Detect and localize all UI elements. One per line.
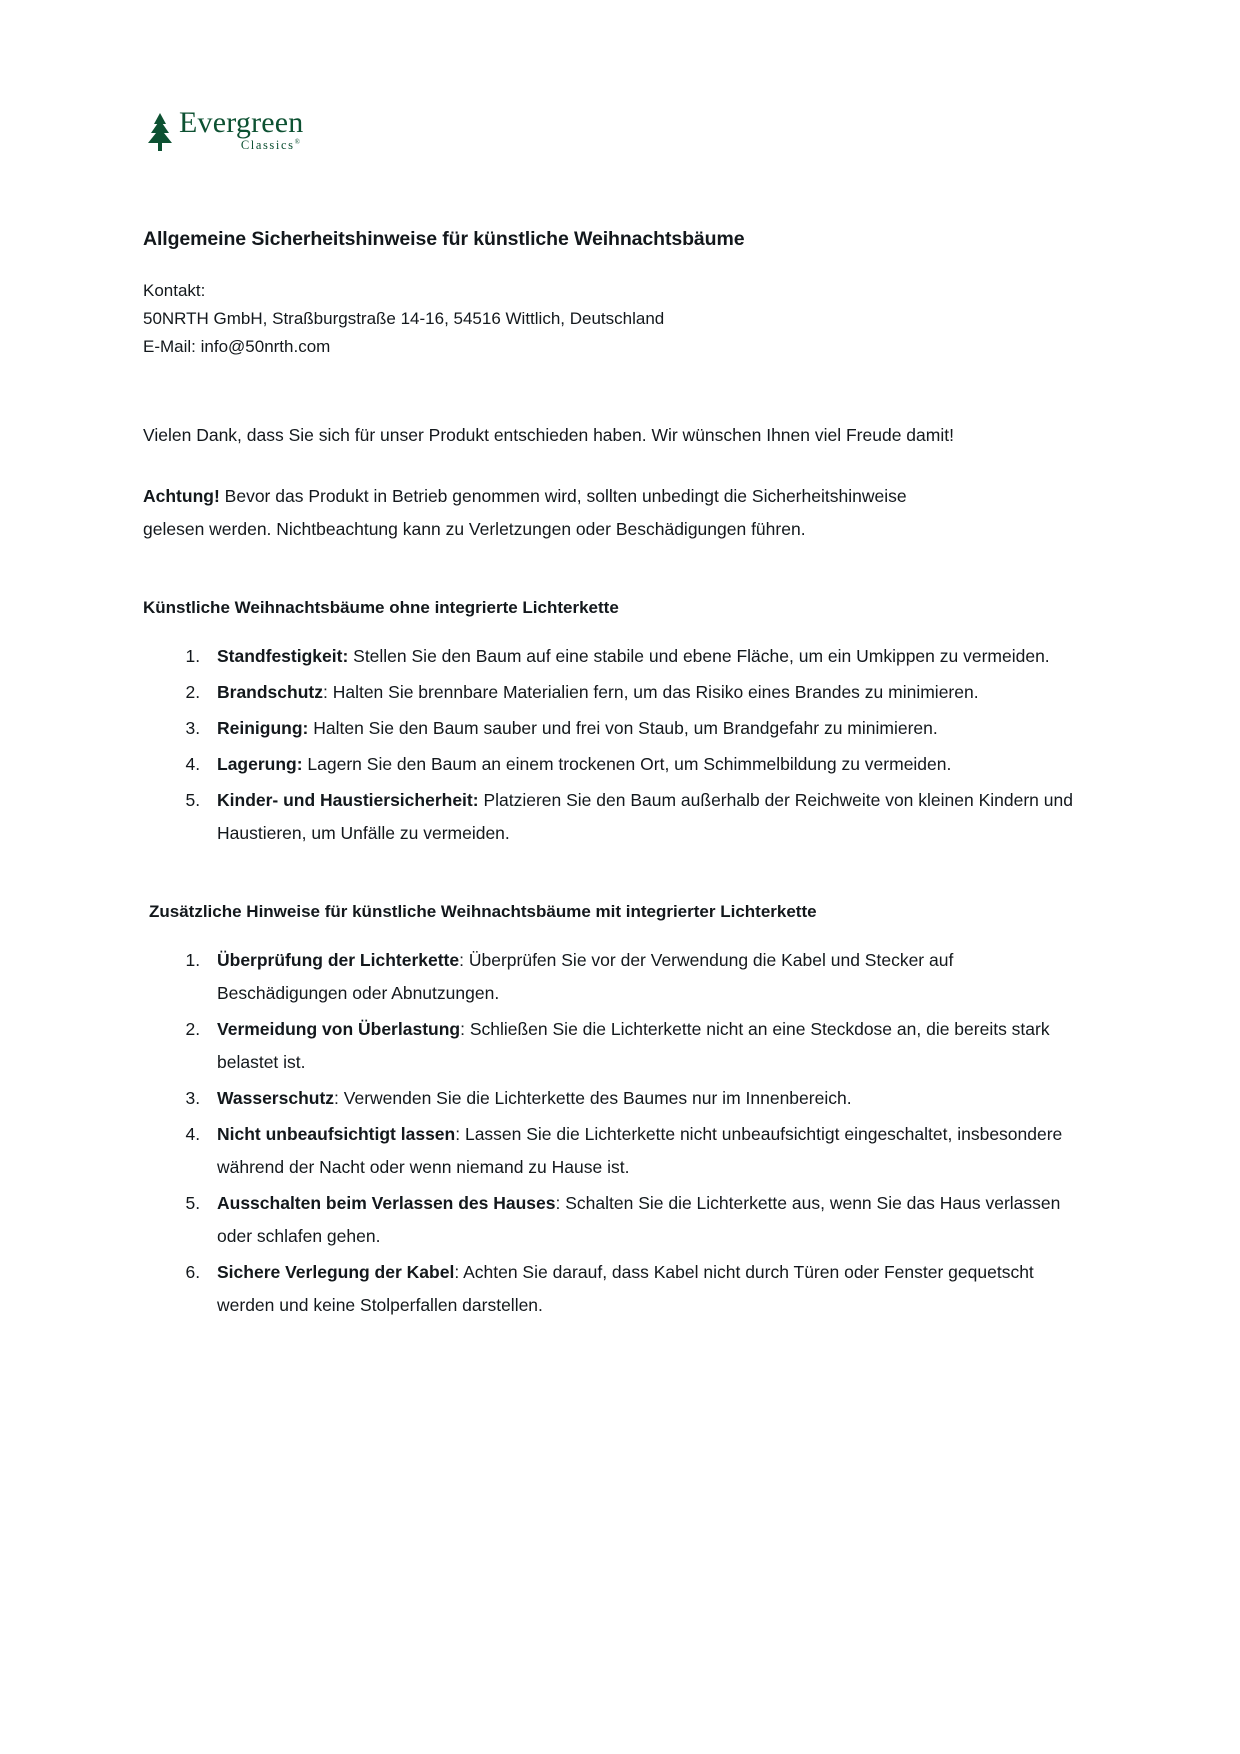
evergreen-tree-icon	[143, 112, 177, 154]
list-item-text: : Halten Sie brennbare Materialien fern, um das Risiko eines Brandes zu minimieren.	[322, 682, 979, 702]
list-item	[205, 748, 1077, 781]
logo-wordmark	[179, 108, 304, 152]
list-item-text: : Lassen Sie die Lichterkette nicht unbeaufsichtigt eingeschaltet, insbesondere während der Nacht oder wenn niemand zu Hause ist.	[217, 1124, 1063, 1177]
contact-address: 50NRTH GmbH, Straßburgstraße 14-16, 54516 Wittlich, Deutschland	[143, 309, 665, 328]
warning-paragraph	[143, 480, 943, 546]
rules-list-without-lights	[143, 640, 1112, 850]
logo-word: Evergreen	[179, 106, 304, 139]
list-item	[205, 1082, 1077, 1115]
logo-trademark: ®	[294, 138, 302, 146]
list-item-text: Platzieren Sie den Baum außerhalb der Reichweite von kleinen Kindern und Haustieren, um Unfälle zu vermeiden.	[217, 790, 1073, 843]
list-item	[205, 676, 1077, 709]
list-item-term: Kinder- und Haustiersicherheit:	[217, 790, 479, 810]
warning-label: Achtung!	[143, 486, 220, 506]
list-item-term: Reinigung:	[217, 718, 309, 738]
list-item	[205, 1256, 1077, 1322]
list-item	[205, 640, 1077, 673]
section-heading-with-lights: Zusätzliche Hinweise für künstliche Weihnachtsbäume mit integrierter Lichterkette	[149, 902, 817, 921]
list-item-text: : Schließen Sie die Lichterkette nicht an eine Steckdose an, die bereits stark belastet ist.	[217, 1019, 1050, 1072]
contact-block	[143, 277, 1112, 361]
logo-subword	[179, 139, 302, 152]
section-heading-without-lights: Künstliche Weihnachtsbäume ohne integrierte Lichterkette	[143, 598, 619, 617]
list-item	[205, 1187, 1077, 1253]
list-item	[205, 1118, 1077, 1184]
list-item	[205, 712, 1077, 745]
list-item-term: Brandschutz	[217, 682, 323, 702]
thanks-paragraph: Vielen Dank, dass Sie sich für unser Produkt entschieden haben. Wir wünschen Ihnen viel Freude damit!	[143, 425, 954, 445]
list-item-text: Halten Sie den Baum sauber und frei von Staub, um Brandgefahr zu minimieren.	[308, 718, 938, 738]
list-item	[205, 1013, 1077, 1079]
rules-list-with-lights	[143, 944, 1112, 1322]
warning-text: Bevor das Produkt in Betrieb genommen wird, sollten unbedingt die Sicherheitshinweise gelesen werden. Nichtbeachtung kann zu Verletzungen oder Beschädigungen führen.	[143, 486, 907, 539]
page-title: Allgemeine Sicherheitshinweise für künstliche Weihnachtsbäume	[143, 228, 745, 250]
list-item-text: : Überprüfen Sie vor der Verwendung die Kabel und Stecker auf Beschädigungen oder Abnutzungen.	[217, 950, 954, 1003]
logo-sub-text: Classics	[240, 138, 295, 153]
list-item-term: Vermeidung von Überlastung	[217, 1019, 461, 1039]
list-item-text: : Verwenden Sie die Lichterkette des Baumes nur im Innenbereich.	[334, 1088, 852, 1108]
list-item-term: Wasserschutz	[217, 1088, 335, 1108]
list-item-term: Überprüfung der Lichterkette	[217, 950, 460, 970]
contact-email: E-Mail: info@50nrth.com	[143, 337, 331, 356]
list-item	[205, 944, 1077, 1010]
list-item-term: Nicht unbeaufsichtigt lassen	[217, 1124, 456, 1144]
list-item	[205, 784, 1077, 850]
brand-logo	[143, 108, 1112, 168]
contact-label: Kontakt:	[143, 281, 206, 300]
list-item-term: Lagerung:	[217, 754, 303, 774]
list-item-text: Lagern Sie den Baum an einem trockenen Ort, um Schimmelbildung zu vermeiden.	[302, 754, 952, 774]
list-item-text: Stellen Sie den Baum auf eine stabile und ebene Fläche, um ein Umkippen zu vermeiden.	[348, 646, 1050, 666]
list-item-term: Standfestigkeit:	[217, 646, 349, 666]
list-item-text: : Schalten Sie die Lichterkette aus, wenn Sie das Haus verlassen oder schlafen gehen.	[217, 1193, 1061, 1246]
list-item-term: Sichere Verlegung der Kabel	[217, 1262, 455, 1282]
list-item-term: Ausschalten beim Verlassen des Hauses	[217, 1193, 556, 1213]
list-item-text: : Achten Sie darauf, dass Kabel nicht durch Türen oder Fenster gequetscht werden und keine Stolperfallen darstellen.	[217, 1262, 1034, 1315]
